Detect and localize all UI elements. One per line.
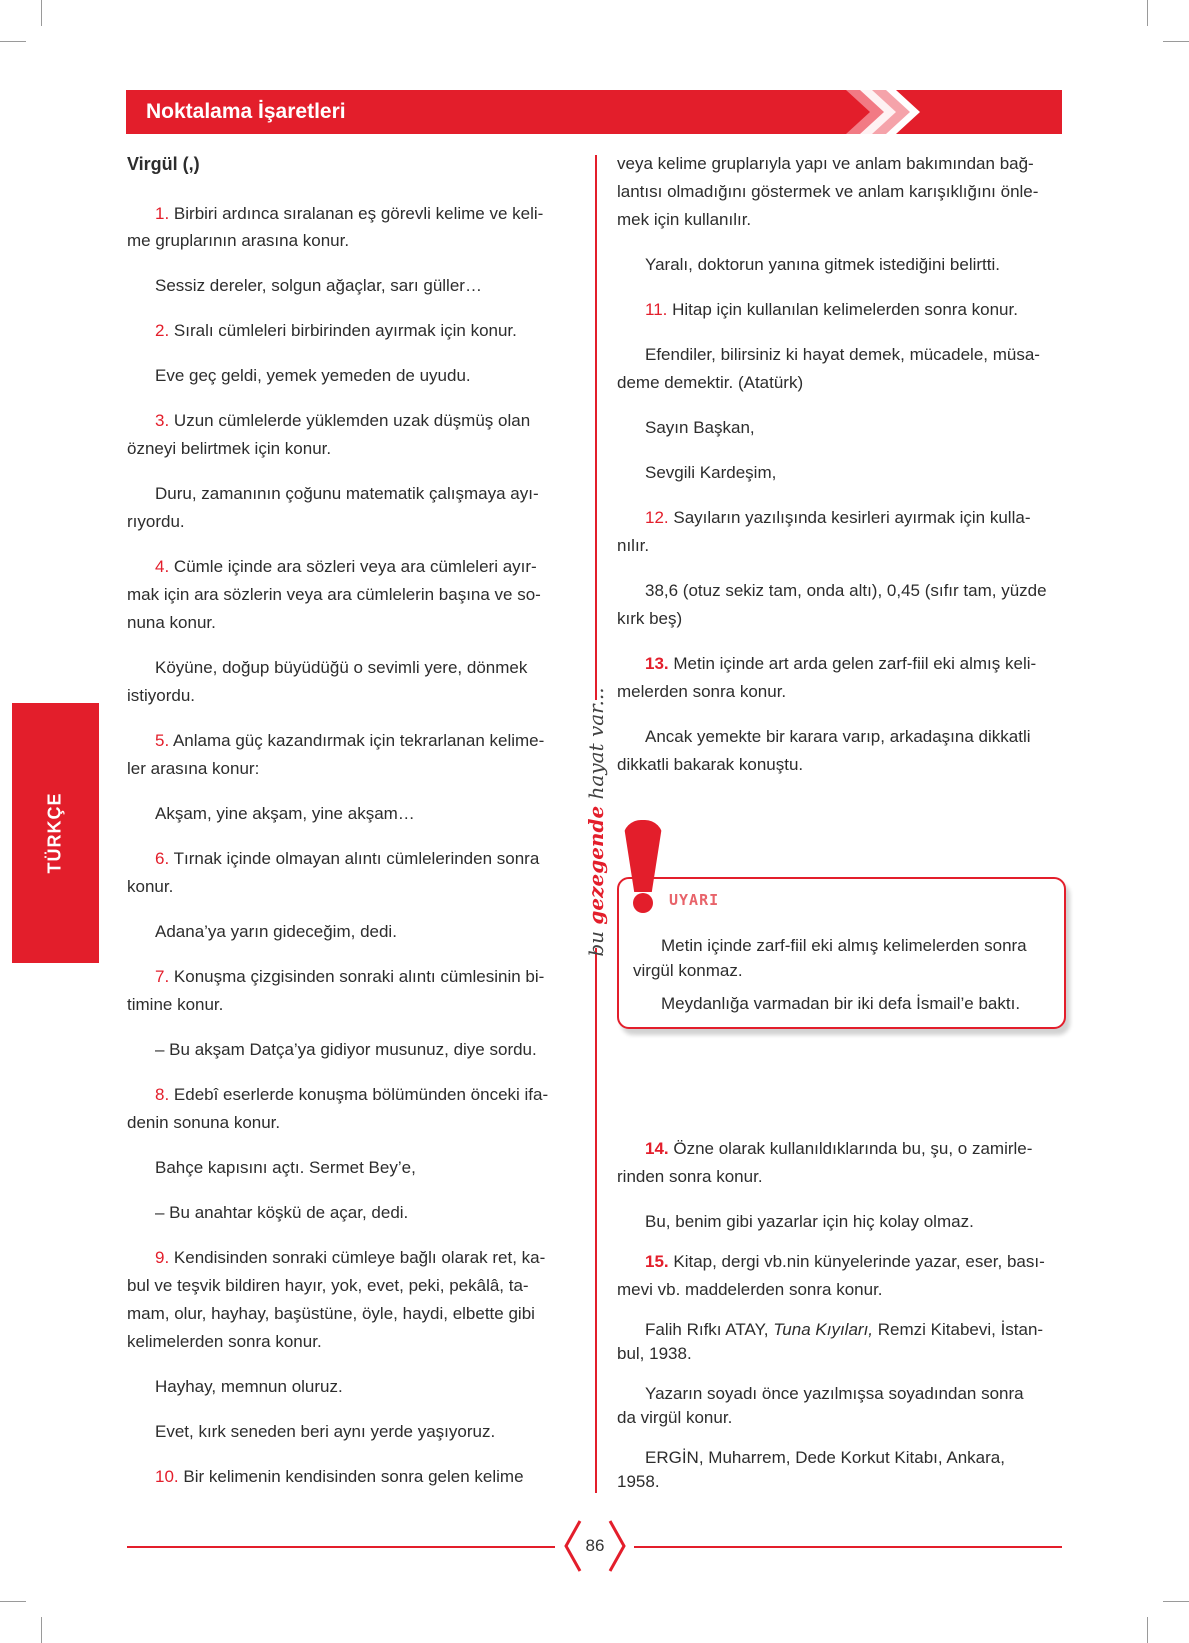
example-text: bul, 1938. [617, 1344, 692, 1363]
rule-item-cont: ler arasına konur: [127, 759, 260, 778]
rule-item: 9. Kendisinden sonraki cümleye bağlı olarak ret, ka- [155, 1248, 546, 1267]
rule-item-cont: bul ve teşvik bildiren hayır, yok, evet, peki, pekâlâ, ta- [127, 1276, 529, 1295]
example-text: Adana’ya yarın gideceğim, dedi. [155, 922, 397, 941]
example-text: – Bu anahtar köşkü de açar, dedi. [155, 1203, 409, 1222]
crop-mark [0, 1601, 26, 1602]
rule-item-cont: özneyi belirtmek için konur. [127, 439, 332, 458]
rule-item-cont: mek için kullanılır. [617, 210, 752, 229]
column-divider [595, 948, 597, 1493]
example-text: ERGİN, Muharrem, Dede Korkut Kitabı, Ankara, [645, 1448, 1005, 1467]
example-text: Eve geç geldi, yemek yemeden de uyudu. [155, 366, 471, 385]
rule-item-cont: mevi vb. maddelerden sonra konur. [617, 1280, 883, 1299]
subject-label: TÜRKÇE [44, 792, 65, 874]
rule-item: 5. Anlama güç kazandırmak için tekrarlanan kelime- [155, 731, 545, 750]
example-text: – Bu akşam Datça’ya gidiyor musunuz, diye sordu. [155, 1040, 537, 1059]
example-text: Duru, zamanının çoğunu matematik çalışmaya ayı- [155, 484, 539, 503]
chevron-right-icon [846, 90, 936, 134]
warning-example: Meydanlığa varmadan bir iki defa İsmail’e baktı. [661, 994, 1021, 1013]
rule-item: 13. Metin içinde art arda gelen zarf-fiil eki almış keli- [645, 654, 1037, 673]
left-column [127, 150, 572, 1500]
rule-item: 3. Uzun cümlelerde yüklemden uzak düşmüş olan [155, 411, 531, 430]
rule-item: 1. Birbiri ardınca sıralanan eş görevli kelime ve keli- [155, 204, 544, 223]
rule-item: 12. Sayıların yazılışında kesirleri ayırmak için kulla- [645, 508, 1031, 527]
right-column [617, 150, 1062, 1500]
example-text: da virgül konur. [617, 1408, 733, 1427]
example-text: Efendiler, bilirsiniz ki hayat demek, mücadele, müsa- [645, 345, 1040, 364]
rule-item: 15. Kitap, dergi vb.nin künyelerinde yazar, eser, bası- [645, 1252, 1045, 1271]
crop-mark [1147, 1617, 1148, 1643]
crop-mark [1147, 0, 1148, 26]
example-text: Sevgili Kardeşim, [645, 463, 777, 482]
crop-mark [1163, 1601, 1189, 1602]
rule-item: 10. Bir kelimenin kendisinden sonra gelen kelime [155, 1467, 524, 1486]
example-text: Hayhay, memnun oluruz. [155, 1377, 343, 1396]
rule-item: 6. Tırnak içinde olmayan alıntı cümlelerinden sonra [155, 849, 540, 868]
footer-line [127, 1546, 555, 1548]
section-heading: Virgül (,) [127, 154, 200, 174]
example-text: Yazarın soyadı önce yazılmışsa soyadından sonra [645, 1384, 1024, 1403]
example-text: 1958. [617, 1472, 660, 1491]
example-text: Sessiz dereler, solgun ağaçlar, sarı güller… [155, 276, 482, 295]
example-text: istiyordu. [127, 686, 196, 705]
rule-item-cont: veya kelime gruplarıyla yapı ve anlam bakımından bağ- [617, 154, 1034, 173]
column-divider [595, 155, 597, 700]
rule-item: 7. Konuşma çizgisinden sonraki alıntı cümlesinin bi- [155, 967, 545, 986]
rule-item: 8. Edebî eserlerde konuşma bölümünden önceki ifa- [155, 1085, 549, 1104]
crop-mark [0, 41, 26, 42]
example-text: 38,6 (otuz sekiz tam, onda altı), 0,45 (sıfır tam, yüzde [645, 581, 1047, 600]
example-text: kırk beş) [617, 609, 683, 628]
example-text: deme demektir. (Atatürk) [617, 373, 804, 392]
rule-item: 2. Sıralı cümleleri birbirinden ayırmak için konur. [155, 321, 517, 340]
rule-item-cont: mam, olur, hayhay, başüstüne, öyle, haydi, elbette gibi [127, 1304, 535, 1323]
rule-item-cont: nuna konur. [127, 613, 216, 632]
slogan-text: bu gezegende hayat var... [584, 687, 608, 957]
rule-item-cont: timine konur. [127, 995, 224, 1014]
rule-item: 14. Özne olarak kullanıldıklarında bu, şu, o zamirle- [645, 1139, 1033, 1158]
example-text: Yaralı, doktorun yanına gitmek istediğini belirtti. [645, 255, 1000, 274]
section-title: Noktalama İşaretleri [146, 100, 346, 123]
rule-item-cont: kelimelerden sonra konur. [127, 1332, 322, 1351]
example-text: Evet, kırk seneden beri aynı yerde yaşıyoruz. [155, 1422, 496, 1441]
example-text: Sayın Başkan, [645, 418, 755, 437]
rule-item-cont: melerden sonra konur. [617, 682, 787, 701]
example-text: Ancak yemekte bir karara varıp, arkadaşına dikkatli [645, 727, 1031, 746]
crop-mark [41, 1617, 42, 1643]
rule-item-cont: lantısı olmadığını göstermek ve anlam karışıklığını önle- [617, 182, 1039, 201]
page-number: 86 [585, 1536, 605, 1555]
example-text: Akşam, yine akşam, yine akşam… [155, 804, 415, 823]
warning-box [617, 877, 1066, 1029]
footer-line [634, 1546, 1062, 1548]
warning-text: Metin içinde zarf-fiil eki almış kelimelerden sonra [661, 936, 1027, 955]
example-text: rıyordu. [127, 512, 185, 531]
example-text: Bu, benim gibi yazarlar için hiç kolay olmaz. [645, 1212, 974, 1231]
subject-tab [12, 703, 99, 963]
example-text: Falih Rıfkı ATAY, Tuna Kıyıları, Remzi Kitabevi, İstan- [645, 1320, 1044, 1339]
example-text: Bahçe kapısını açtı. Sermet Bey’e, [155, 1158, 416, 1177]
rule-item-cont: me gruplarının arasına konur. [127, 231, 350, 250]
warning-text: virgül konmaz. [633, 961, 743, 980]
crop-mark [1163, 41, 1189, 42]
rule-item-cont: konur. [127, 877, 174, 896]
rule-item: 4. Cümle içinde ara sözleri veya ara cümleleri ayır- [155, 557, 537, 576]
rule-item-cont: mak için ara sözlerin veya ara cümlelerin başına ve so- [127, 585, 541, 604]
rule-item: 11. Hitap için kullanılan kelimelerden sonra konur. [645, 300, 1018, 319]
example-text: Köyüne, doğup büyüdüğü o sevimli yere, dönmek [155, 658, 528, 677]
warning-title: UYARI [669, 891, 720, 909]
section-header [126, 90, 1062, 134]
rule-item-cont: denin sonuna konur. [127, 1113, 281, 1132]
rule-item-cont: nılır. [617, 536, 650, 555]
example-text: dikkatli bakarak konuştu. [617, 755, 804, 774]
crop-mark [41, 0, 42, 26]
exclamation-dot-icon [633, 893, 653, 913]
rule-item-cont: rinden sonra konur. [617, 1167, 763, 1186]
